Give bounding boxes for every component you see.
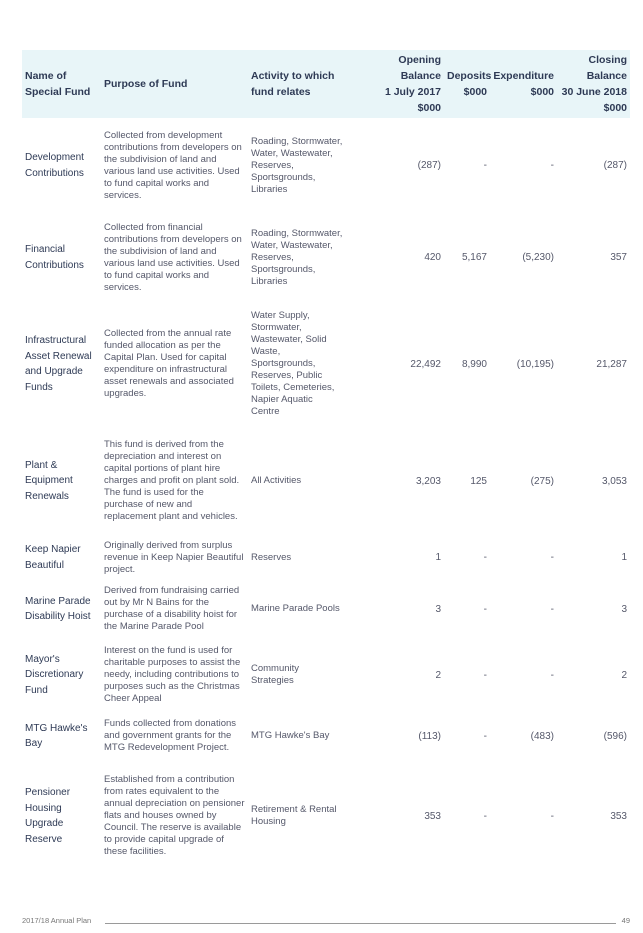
opening-balance: 353 — [424, 810, 441, 822]
fund-name: Financial Contributions — [25, 244, 84, 271]
opening-balance: (287) — [417, 160, 441, 171]
fund-name: Pensioner Housing Upgrade Reserve — [25, 787, 71, 845]
expenditure: (10,195) — [516, 358, 554, 370]
header-deposits-line: Deposits — [447, 70, 492, 82]
fund-name: MTG Hawke's Bay — [25, 722, 88, 749]
header-opening-line: $000 — [417, 102, 441, 114]
fund-activity: Roading, Stormwater, Water, Wastewater, Reserves, Sportsgrounds, Libraries — [251, 227, 343, 287]
deposits: - — [483, 669, 487, 681]
expenditure: - — [550, 603, 554, 615]
fund-purpose: Funds collected from donations and government grants for the MTG Redevelopment Project. — [104, 718, 237, 753]
fund-name: Infrastructural Asset Renewal and Upgrade Funds — [25, 335, 92, 393]
closing-balance: 1 — [621, 552, 627, 563]
closing-balance: 353 — [610, 810, 627, 822]
closing-balance: 2 — [621, 669, 627, 681]
table-row — [22, 213, 630, 302]
expenditure: (5,230) — [522, 252, 554, 263]
header-closing-balance — [557, 50, 630, 118]
page-footer — [22, 916, 630, 930]
deposits: - — [483, 160, 487, 171]
footer-divider — [105, 923, 616, 924]
table-row — [22, 302, 630, 426]
header-opening-line: 1 July 2017 — [384, 86, 441, 98]
opening-balance: 3 — [435, 603, 441, 615]
closing-balance: 3 — [621, 603, 627, 615]
fund-purpose: Established from a contribution from rates equivalent to the annual depreciation on pensioner flats and houses owned by Council. The reserve is available to provide capital upgrade of these facilities. — [104, 774, 245, 857]
header-activity: Activity to which fund relates — [251, 70, 335, 98]
page-number: 49 — [621, 916, 630, 925]
closing-balance: (287) — [603, 160, 627, 171]
table-header — [22, 50, 630, 118]
table-row — [22, 426, 630, 536]
deposits: 8,990 — [461, 358, 487, 370]
fund-activity: Community Strategies — [251, 663, 300, 686]
header-closing-line: 30 June 2018 — [561, 86, 627, 98]
fund-name: Marine Parade Disability Hoist — [25, 595, 91, 622]
fund-purpose: Collected from development contributions from developers on the subdivision of land and various land use activities. Used to fund capital works and services. — [104, 129, 242, 201]
expenditure: (275) — [530, 475, 554, 487]
fund-activity: All Activities — [251, 475, 302, 486]
header-row — [22, 50, 630, 118]
special-funds-sheet — [22, 50, 630, 871]
expenditure: - — [550, 669, 554, 681]
table-row — [22, 639, 630, 711]
header-expenditure-line: Expenditure — [493, 70, 554, 82]
fund-name: Mayor's Discretionary Fund — [25, 653, 84, 696]
fund-purpose: This fund is derived from the depreciation and interest on capital portions of plant hire charges and profit on plant sold. The fund is used for the purchase of new and replacement plant and vehicles. — [104, 439, 240, 522]
header-closing-line: Closing — [588, 54, 627, 66]
header-deposits — [444, 50, 490, 118]
opening-balance: 1 — [435, 552, 441, 563]
deposits: - — [483, 810, 487, 822]
fund-activity: Retirement & Rental Housing — [251, 804, 337, 827]
fund-name: Keep Napier Beautiful — [25, 544, 81, 571]
fund-activity: Marine Parade Pools — [251, 603, 340, 614]
opening-balance: 420 — [424, 252, 441, 263]
header-fund-name: Name of Special Fund — [25, 70, 91, 98]
deposits: - — [483, 730, 487, 742]
expenditure: - — [550, 810, 554, 822]
header-expenditure — [490, 50, 557, 118]
expenditure: - — [550, 552, 554, 563]
fund-activity: MTG Hawke's Bay — [251, 730, 330, 741]
fund-name: Plant & Equipment Renewals — [25, 459, 73, 502]
special-funds-table — [22, 50, 630, 871]
header-opening-balance — [346, 50, 444, 118]
opening-balance: 3,203 — [415, 475, 441, 487]
header-closing-line: $000 — [603, 102, 627, 114]
table-row — [22, 711, 630, 761]
deposits: - — [483, 552, 487, 563]
closing-balance: 21,287 — [596, 358, 627, 370]
fund-purpose: Collected from financial contributions from developers on the subdivision of land and various land use activities. Used to fund capital works and services. — [104, 221, 242, 293]
table-row — [22, 579, 630, 639]
closing-balance: 357 — [610, 252, 627, 263]
fund-activity: Roading, Stormwater, Water, Wastewater, Reserves, Sportsgrounds, Libraries — [251, 135, 343, 195]
fund-purpose: Interest on the fund is used for charitable purposes to assist the needy, including contributions to purposes such as the Christmas Cheer Appeal — [104, 645, 241, 704]
deposits: - — [483, 603, 487, 615]
header-opening-line: Balance — [400, 70, 441, 82]
fund-purpose: Collected from the annual rate funded allocation as per the Capital Plan. Used for capital expenditure on infrastructural asset renewals and associated upgrades. — [104, 328, 234, 399]
opening-balance: 22,492 — [410, 358, 441, 370]
closing-balance: (596) — [603, 730, 627, 742]
footer-label: 2017/18 Annual Plan — [22, 916, 92, 925]
expenditure: (483) — [530, 730, 554, 742]
header-opening-line: Opening — [398, 54, 441, 66]
fund-activity: Water Supply, Stormwater, Wastewater, Solid Waste, Sportsgrounds, Reserves, Public Toilets, Cemeteries, Napier Aquatic Centre — [251, 310, 335, 417]
deposits: 5,167 — [461, 252, 487, 263]
header-deposits-line: $000 — [463, 86, 487, 98]
opening-balance: (113) — [418, 730, 441, 742]
table-body — [22, 118, 630, 871]
opening-balance: 2 — [435, 669, 441, 681]
fund-purpose: Originally derived from surplus revenue in Keep Napier Beautiful project. — [104, 539, 244, 575]
deposits: 125 — [470, 475, 487, 487]
header-expenditure-line: $000 — [530, 86, 554, 98]
header-purpose: Purpose of Fund — [104, 78, 188, 90]
fund-name: Development Contributions — [25, 152, 84, 179]
header-closing-line: Balance — [586, 70, 627, 82]
expenditure: - — [550, 160, 554, 171]
table-row — [22, 536, 630, 579]
fund-purpose: Derived from fundraising carried out by Mr N Bains for the purchase of a disability hoist for the Marine Parade Pool — [104, 585, 240, 632]
table-row — [22, 761, 630, 871]
fund-activity: Reserves — [251, 551, 292, 563]
closing-balance: 3,053 — [601, 475, 627, 487]
table-row — [22, 118, 630, 213]
